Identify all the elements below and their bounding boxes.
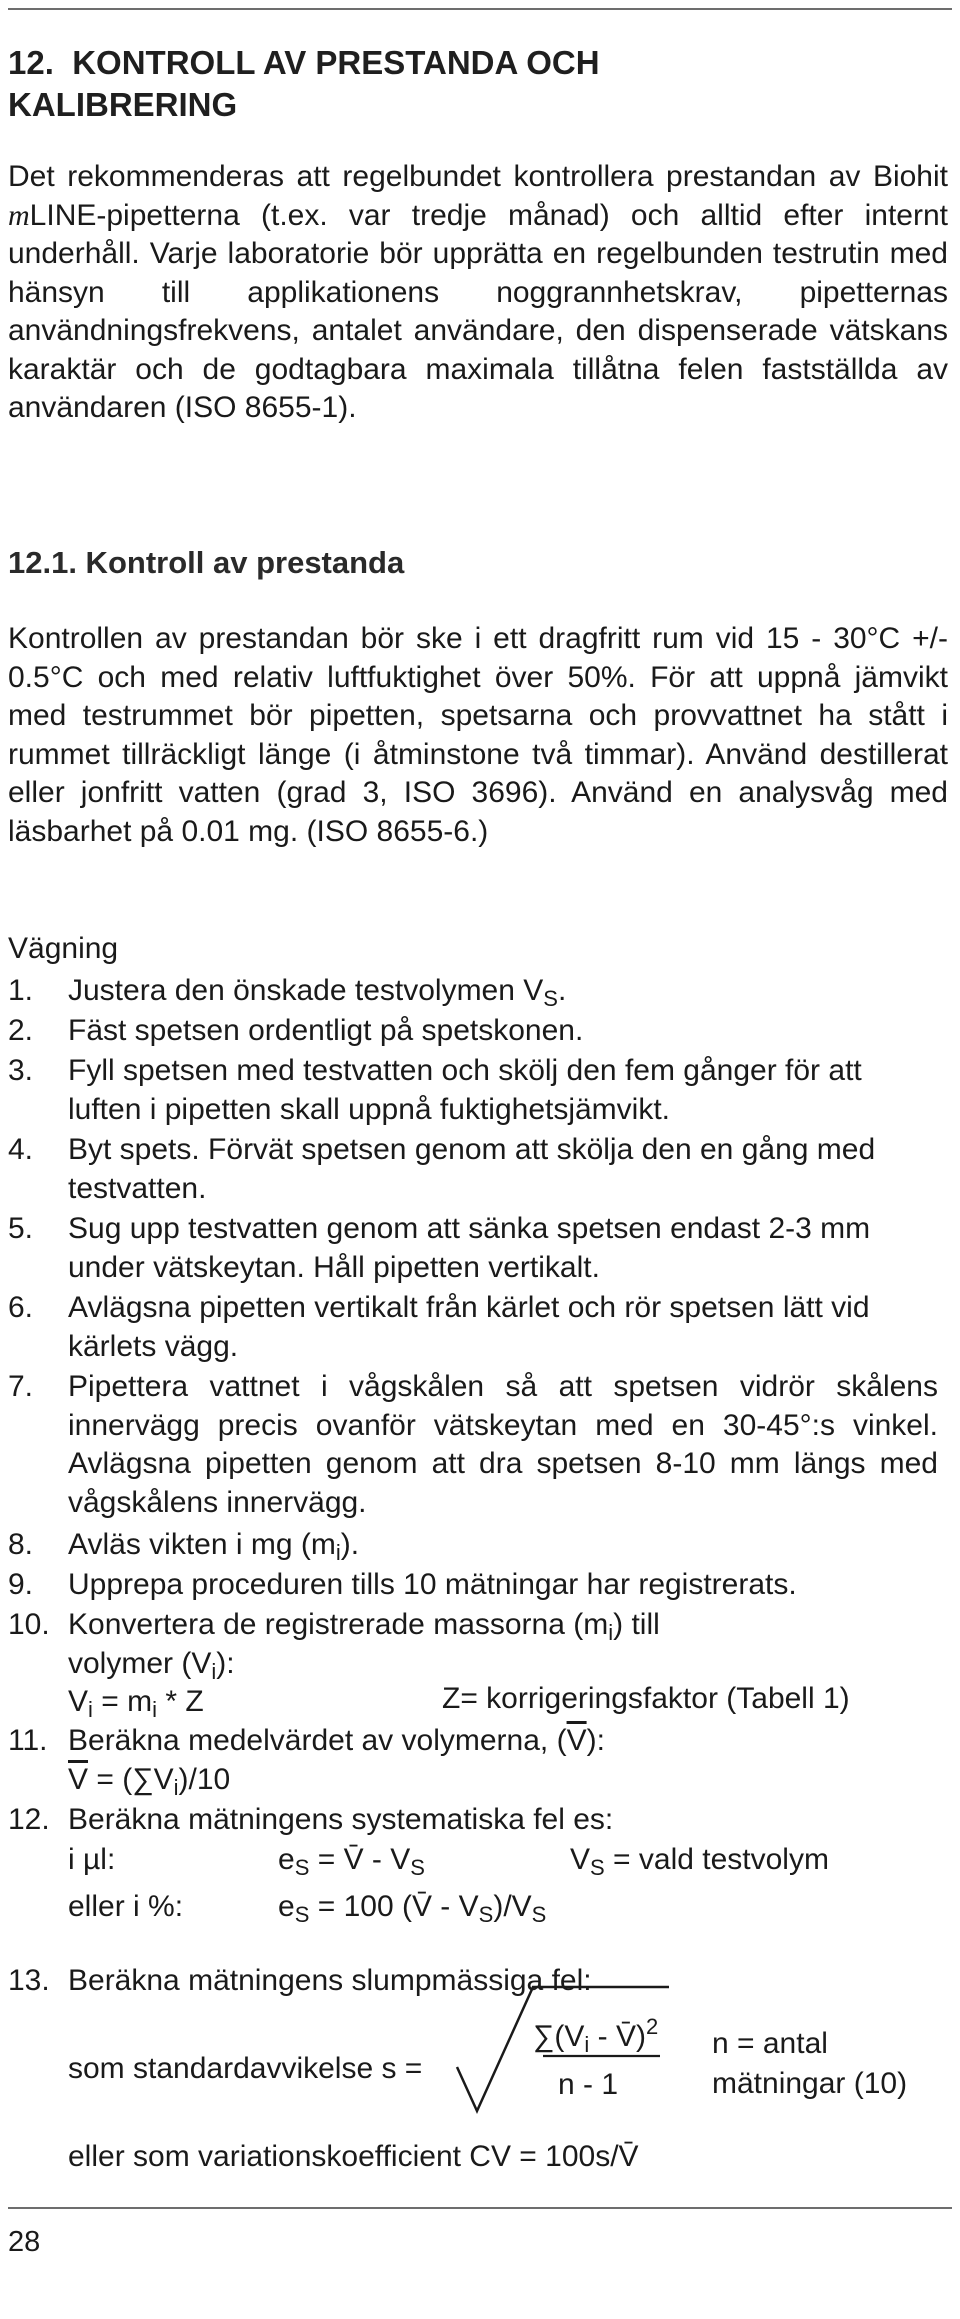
step-7: 7. Pipettera vattnet i vågskålen så att spetsen vidrör skålens innervägg precis ovanför vätskeytan med en 30-45°:s vinkel. Avlägsna pipetten genom att dra spetsen 8-10 mm längs med vågskålens innervägg. bbox=[8, 1370, 938, 1519]
bottom-rule bbox=[8, 2207, 952, 2209]
step-1: 1. Justera den önskade testvolymen $V_S$. bbox=[8, 974, 567, 1011]
es-ul-label: i µl: bbox=[68, 1843, 116, 1876]
step-5: 5. Sug upp testvatten genom att sänka spetsen endast 2-3 mm under vätskeytan. Håll pipetten vertikalt. bbox=[8, 1212, 871, 1284]
es-pct-label: eller i %: bbox=[68, 1890, 184, 1923]
sqrt-denominator: n - 1 bbox=[558, 2068, 619, 2101]
cv-line: eller som variationskoefficient CV = 100s/V̄ bbox=[68, 2140, 639, 2173]
es-pct-formula: $e_S = 100$ (V̄ - $V_S)/V_S$ bbox=[278, 1890, 547, 1927]
top-rule bbox=[8, 8, 952, 10]
std-label: som standardavvikelse s = bbox=[68, 2052, 423, 2085]
section-paragraph: Kontrollen av prestandan bör ske i ett dragfritt rum vid 15 - 30°C +/- 0.5°C och med relativ luftfuktighet över 50%. För att uppnå jämvikt med testrummet bör pipetten, spetsarna och provvattnet ha stått i rummet tillräckligt länge (i åtminstone två timmar). Använd destillerat eller jonfritt vatten (grad 3, ISO 3696). Använd en analysvåg med läsbarhet på 0.01 mg. (ISO 8655-6.) bbox=[8, 622, 948, 848]
z-note: Z= korrigeringsfaktor (Tabell 1) bbox=[442, 1682, 850, 1715]
step-13: 13. Beräkna mätningens slumpmässiga fel: bbox=[8, 1964, 592, 1997]
weighing-label: Vägning bbox=[8, 932, 119, 965]
section-heading: 12.1. Kontroll av prestanda bbox=[8, 545, 405, 580]
step-2: 2. Fäst spetsen ordentligt på spetskonen. bbox=[8, 1014, 584, 1047]
sqrt-numerator: $\sum(V_i$ - V̄)$^2$ bbox=[533, 2014, 659, 2057]
intro-paragraph: Det rekommenderas att regelbundet kontrollera prestandan av Biohit mLINE-pipetterna (t.ex. var tredje månad) och alltid efter internt underhåll. Varje laboratorie bör upprätta en regelbunden testrutin med hänsyn till applikationens noggrannhetskrav, pipetternas användningsfrekvens, antalet användare, den dispenserade vätskans karaktär och de godtagbara maximala tillåtna felen fastställda av användaren (ISO 8655-1). bbox=[8, 160, 948, 424]
step-8: 8. Avläs vikten i mg $(m_i)$. bbox=[8, 1528, 360, 1565]
step-6: 6. Avlägsna pipetten vertikalt från kärlet och rör spetsen lätt vid kärlets vägg. bbox=[8, 1291, 870, 1363]
page-title: 12. KONTROLL AV PRESTANDA OCH KALIBRERING bbox=[8, 44, 600, 123]
step-10: 10. Konvertera de registrerade massorna $(m_i)$ till volymer $(V_i)$: $V_i = m_i * Z$ bbox=[8, 1608, 660, 1722]
step-3: 3. Fyll spetsen med testvatten och skölj den fem gånger för att luften i pipetten skall uppnå fuktighetsjämvikt. bbox=[8, 1054, 862, 1126]
vs-note: $V_S$ = vald testvolym bbox=[570, 1843, 829, 1880]
step-12: 12. Beräkna mätningens systematiska fel es: bbox=[8, 1803, 614, 1836]
es-ul-formula: $e_S$ = V̄ - $V_S$ bbox=[278, 1843, 425, 1880]
step-9: 9. Upprepa proceduren tills 10 mätningar har registrerats. bbox=[8, 1568, 797, 1601]
step-11: 11. Beräkna medelvärdet av volymerna, $(\overline{V})$: $\overline{V} = (\sum V_i)/10$ bbox=[8, 1724, 605, 1800]
n-note: n = antal mätningar (10) bbox=[712, 2027, 908, 2100]
page-number: 28 bbox=[8, 2226, 41, 2258]
step-4: 4. Byt spets. Förvät spetsen genom att skölja den en gång med testvatten. bbox=[8, 1133, 876, 1205]
